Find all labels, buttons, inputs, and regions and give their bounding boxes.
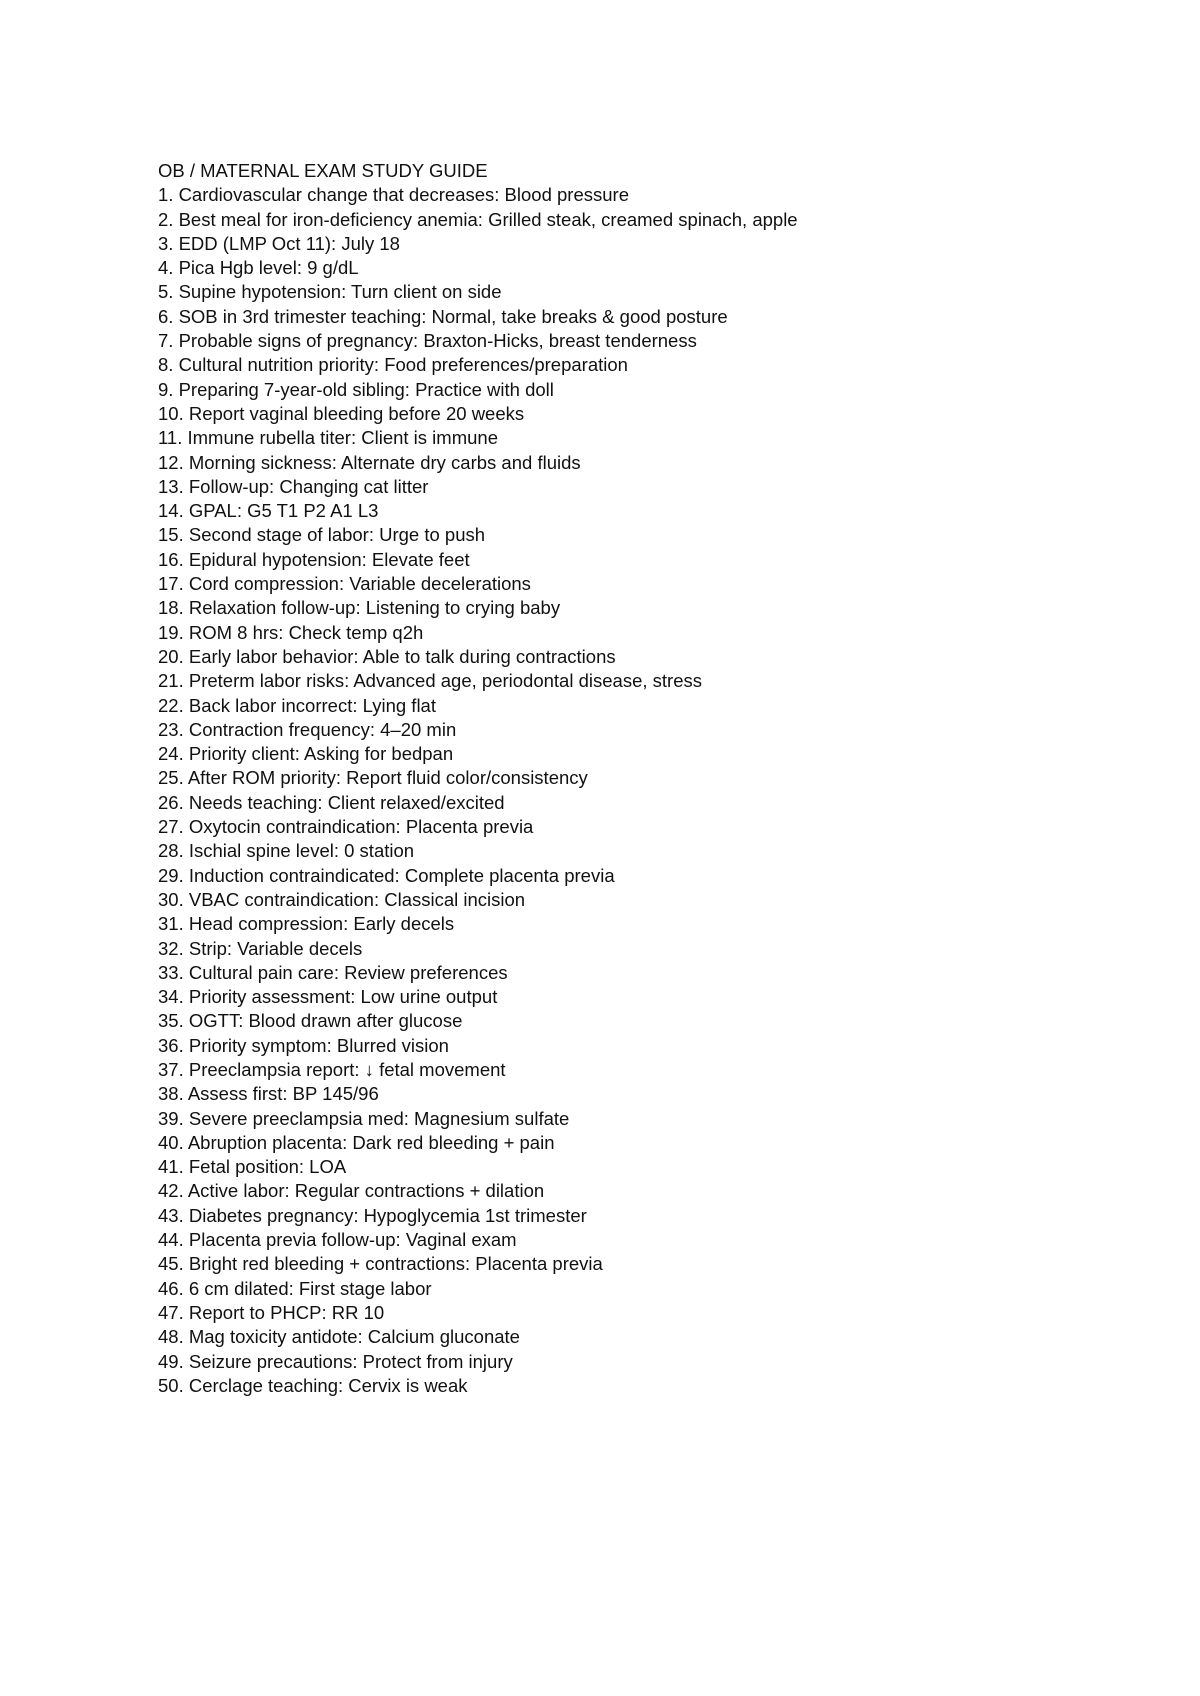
list-item: 48. Mag toxicity antidote: Calcium gluconate bbox=[158, 1326, 520, 1348]
list-item: 5. Supine hypotension: Turn client on side bbox=[158, 281, 502, 303]
list-item: 2. Best meal for iron-deficiency anemia: Grilled steak, creamed spinach, apple bbox=[158, 208, 798, 230]
study-guide-list bbox=[158, 183, 1158, 1398]
list-item: 49. Seizure precautions: Protect from injury bbox=[158, 1350, 513, 1372]
list-item: 34. Priority assessment: Low urine output bbox=[158, 986, 498, 1008]
list-item: 41. Fetal position: LOA bbox=[158, 1156, 347, 1178]
list-item: 26. Needs teaching: Client relaxed/excited bbox=[158, 791, 505, 813]
list-item: 40. Abruption placenta: Dark red bleeding + pain bbox=[158, 1131, 555, 1153]
list-item: 50. Cerclage teaching: Cervix is weak bbox=[158, 1374, 468, 1396]
list-item: 7. Probable signs of pregnancy: Braxton-Hicks, breast tenderness bbox=[158, 330, 697, 352]
list-item: 19. ROM 8 hrs: Check temp q2h bbox=[158, 621, 424, 643]
list-item: 35. OGTT: Blood drawn after glucose bbox=[158, 1010, 463, 1032]
list-item: 8. Cultural nutrition priority: Food preferences/preparation bbox=[158, 354, 628, 376]
list-item: 36. Priority symptom: Blurred vision bbox=[158, 1034, 449, 1056]
list-item: 17. Cord compression: Variable decelerations bbox=[158, 573, 531, 595]
list-item: 29. Induction contraindicated: Complete placenta previa bbox=[158, 864, 615, 886]
list-item: 24. Priority client: Asking for bedpan bbox=[158, 743, 454, 765]
list-item: 13. Follow-up: Changing cat litter bbox=[158, 475, 429, 497]
list-item: 32. Strip: Variable decels bbox=[158, 937, 363, 959]
list-item: 11. Immune rubella titer: Client is immune bbox=[158, 427, 498, 449]
list-item: 14. GPAL: G5 T1 P2 A1 L3 bbox=[158, 500, 379, 522]
list-item: 27. Oxytocin contraindication: Placenta previa bbox=[158, 816, 534, 838]
list-item: 18. Relaxation follow-up: Listening to crying baby bbox=[158, 597, 561, 619]
list-item: 1. Cardiovascular change that decreases: Blood pressure bbox=[158, 184, 629, 206]
list-item: 45. Bright red bleeding + contractions: Placenta previa bbox=[158, 1253, 603, 1275]
list-item: 10. Report vaginal bleeding before 20 weeks bbox=[158, 402, 525, 424]
list-item: 23. Contraction frequency: 4–20 min bbox=[158, 718, 457, 740]
list-item: 4. Pica Hgb level: 9 g/dL bbox=[158, 257, 359, 279]
list-item: 15. Second stage of labor: Urge to push bbox=[158, 524, 486, 546]
document-title: OB / MATERNAL EXAM STUDY GUIDE bbox=[158, 160, 488, 181]
list-item: 47. Report to PHCP: RR 10 bbox=[158, 1301, 385, 1323]
list-item: 30. VBAC contraindication: Classical incision bbox=[158, 888, 526, 910]
list-item: 25. After ROM priority: Report fluid color/consistency bbox=[158, 767, 588, 789]
list-item: 43. Diabetes pregnancy: Hypoglycemia 1st trimester bbox=[158, 1204, 587, 1226]
list-item: 44. Placenta previa follow-up: Vaginal exam bbox=[158, 1229, 517, 1251]
list-item: 39. Severe preeclampsia med: Magnesium sulfate bbox=[158, 1107, 570, 1129]
list-item: 20. Early labor behavior: Able to talk during contractions bbox=[158, 645, 616, 667]
list-item: 22. Back labor incorrect: Lying flat bbox=[158, 694, 436, 716]
study-guide bbox=[158, 159, 1158, 1398]
list-item: 12. Morning sickness: Alternate dry carbs and fluids bbox=[158, 451, 581, 473]
list-item: 31. Head compression: Early decels bbox=[158, 913, 455, 935]
list-item: 3. EDD (LMP Oct 11): July 18 bbox=[158, 232, 400, 254]
list-item: 42. Active labor: Regular contractions + dilation bbox=[158, 1180, 545, 1202]
list-item: 6. SOB in 3rd trimester teaching: Normal, take breaks & good posture bbox=[158, 305, 728, 327]
list-item: 37. Preeclampsia report: ↓ fetal movement bbox=[158, 1058, 506, 1080]
list-item: 21. Preterm labor risks: Advanced age, periodontal disease, stress bbox=[158, 670, 702, 692]
list-item: 9. Preparing 7-year-old sibling: Practice with doll bbox=[158, 378, 554, 400]
list-item: 16. Epidural hypotension: Elevate feet bbox=[158, 548, 470, 570]
list-item: 28. Ischial spine level: 0 station bbox=[158, 840, 415, 862]
list-item: 46. 6 cm dilated: First stage labor bbox=[158, 1277, 432, 1299]
list-item: 38. Assess first: BP 145/96 bbox=[158, 1083, 379, 1105]
list-item: 33. Cultural pain care: Review preferences bbox=[158, 961, 508, 983]
